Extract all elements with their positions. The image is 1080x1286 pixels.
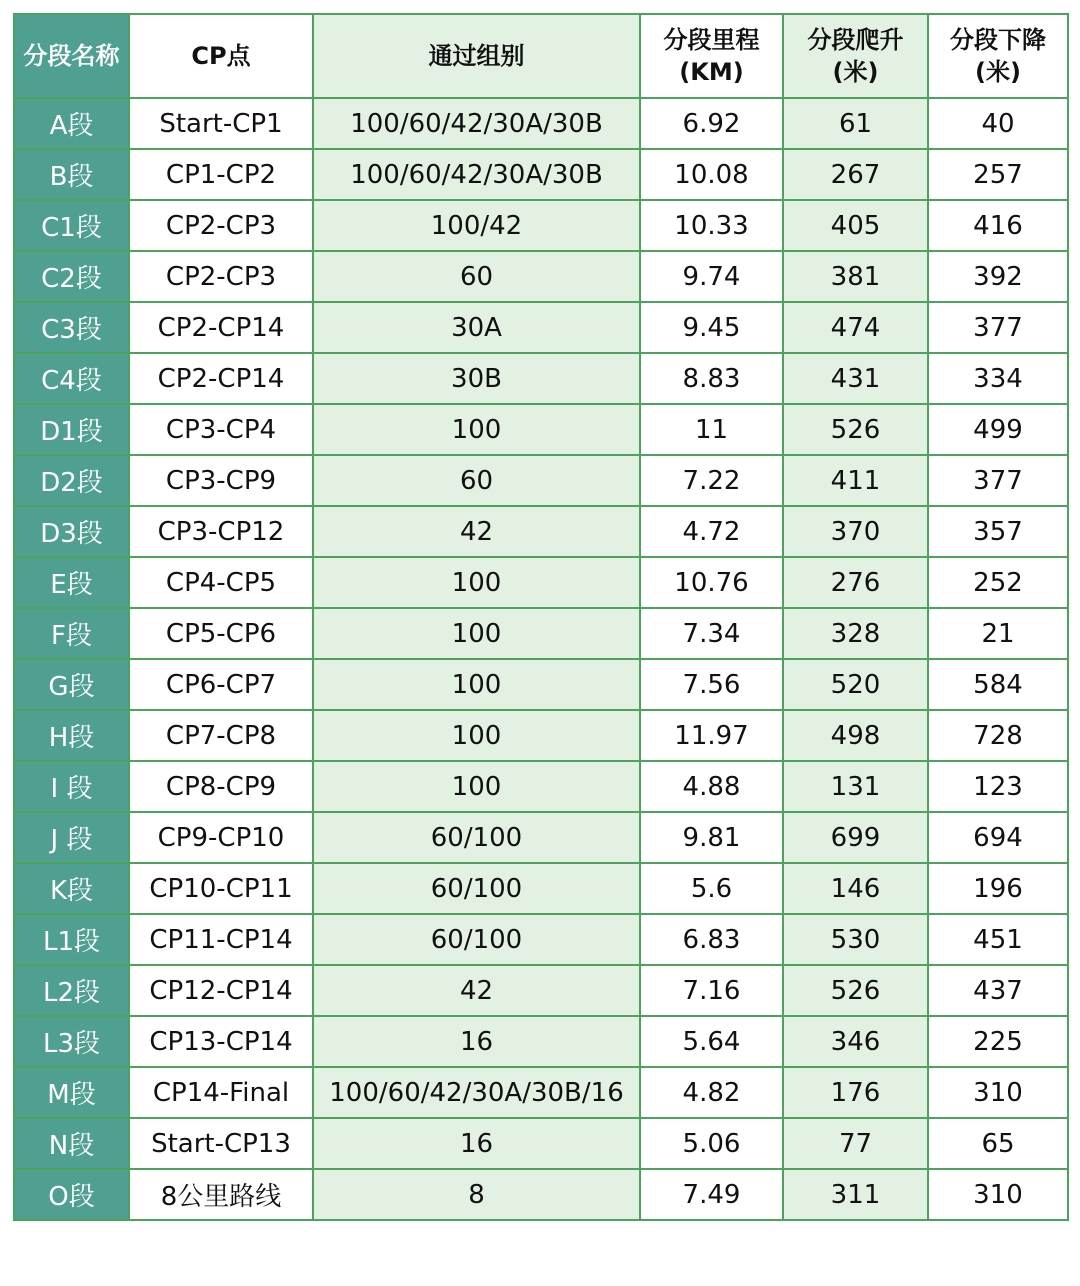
cell-descent: 377 (928, 302, 1068, 353)
cell-segment-name: K段 (14, 863, 129, 914)
cell-segment-name: L1段 (14, 914, 129, 965)
cell-descent: 196 (928, 863, 1068, 914)
cell-distance: 4.82 (640, 1067, 783, 1118)
table-row (14, 455, 1068, 506)
cell-cp: CP11-CP14 (129, 914, 313, 965)
header-distance-line2: (KM) (679, 58, 744, 86)
header-distance (640, 14, 783, 98)
cell-segment-name: E段 (14, 557, 129, 608)
cell-segment-name: J 段 (14, 812, 129, 863)
table-row (14, 965, 1068, 1016)
cell-segment-name: B段 (14, 149, 129, 200)
cell-climb: 405 (783, 200, 928, 251)
table-body (14, 98, 1068, 1220)
cell-climb: 699 (783, 812, 928, 863)
table-row (14, 302, 1068, 353)
header-cp: CP点 (129, 14, 313, 98)
cell-cp: CP4-CP5 (129, 557, 313, 608)
cell-distance: 7.49 (640, 1169, 783, 1220)
cell-descent: 257 (928, 149, 1068, 200)
cell-cp: CP14-Final (129, 1067, 313, 1118)
cell-groups: 100 (313, 761, 640, 812)
cell-segment-name: D1段 (14, 404, 129, 455)
cell-groups: 60 (313, 455, 640, 506)
cell-groups: 60/100 (313, 914, 640, 965)
table-row (14, 98, 1068, 149)
header-climb-line2: (米) (832, 58, 879, 86)
cell-climb: 77 (783, 1118, 928, 1169)
cell-groups: 8 (313, 1169, 640, 1220)
cell-segment-name: D2段 (14, 455, 129, 506)
cell-climb: 474 (783, 302, 928, 353)
header-descent-line1: 分段下降 (950, 26, 1046, 54)
cell-distance: 7.34 (640, 608, 783, 659)
cell-segment-name: O段 (14, 1169, 129, 1220)
header-descent-line2: (米) (975, 58, 1021, 86)
cell-distance: 9.74 (640, 251, 783, 302)
cell-cp: Start-CP1 (129, 98, 313, 149)
header-descent (928, 14, 1068, 98)
table-row (14, 1016, 1068, 1067)
cell-descent: 123 (928, 761, 1068, 812)
header-segment-name: 分段名称 (14, 14, 129, 98)
table-row (14, 200, 1068, 251)
cell-distance: 6.83 (640, 914, 783, 965)
cell-cp: Start-CP13 (129, 1118, 313, 1169)
table-row (14, 506, 1068, 557)
cell-descent: 252 (928, 557, 1068, 608)
cell-distance: 5.06 (640, 1118, 783, 1169)
cell-distance: 10.08 (640, 149, 783, 200)
segment-table-container (13, 13, 1067, 1221)
cell-distance: 5.64 (640, 1016, 783, 1067)
cell-descent: 499 (928, 404, 1068, 455)
cell-descent: 65 (928, 1118, 1068, 1169)
cell-segment-name: H段 (14, 710, 129, 761)
table-row (14, 251, 1068, 302)
cell-segment-name: F段 (14, 608, 129, 659)
cell-climb: 131 (783, 761, 928, 812)
table-row (14, 557, 1068, 608)
cell-descent: 225 (928, 1016, 1068, 1067)
table-row (14, 149, 1068, 200)
cell-distance: 5.6 (640, 863, 783, 914)
cell-segment-name: I 段 (14, 761, 129, 812)
cell-distance: 4.88 (640, 761, 783, 812)
cell-cp: CP13-CP14 (129, 1016, 313, 1067)
cell-descent: 728 (928, 710, 1068, 761)
cell-descent: 357 (928, 506, 1068, 557)
cell-descent: 40 (928, 98, 1068, 149)
cell-climb: 267 (783, 149, 928, 200)
cell-groups: 100 (313, 608, 640, 659)
table-row (14, 1067, 1068, 1118)
cell-cp: CP3-CP12 (129, 506, 313, 557)
header-climb (783, 14, 928, 98)
cell-climb: 498 (783, 710, 928, 761)
cell-climb: 526 (783, 965, 928, 1016)
cell-descent: 377 (928, 455, 1068, 506)
cell-distance: 11.97 (640, 710, 783, 761)
cell-groups: 100/60/42/30A/30B (313, 98, 640, 149)
cell-cp: CP3-CP4 (129, 404, 313, 455)
cell-climb: 526 (783, 404, 928, 455)
cell-segment-name: C3段 (14, 302, 129, 353)
cell-segment-name: M段 (14, 1067, 129, 1118)
cell-distance: 9.45 (640, 302, 783, 353)
table-row (14, 353, 1068, 404)
cell-distance: 10.33 (640, 200, 783, 251)
cell-segment-name: C2段 (14, 251, 129, 302)
cell-cp: CP1-CP2 (129, 149, 313, 200)
cell-cp: CP2-CP3 (129, 200, 313, 251)
cell-groups: 30B (313, 353, 640, 404)
table-row (14, 863, 1068, 914)
table-row (14, 812, 1068, 863)
cell-groups: 60/100 (313, 812, 640, 863)
cell-climb: 176 (783, 1067, 928, 1118)
cell-descent: 310 (928, 1067, 1068, 1118)
cell-groups: 100 (313, 557, 640, 608)
cell-groups: 100/60/42/30A/30B (313, 149, 640, 200)
cell-groups: 100 (313, 710, 640, 761)
cell-cp: 8公里路线 (129, 1169, 313, 1220)
cell-climb: 411 (783, 455, 928, 506)
cell-cp: CP6-CP7 (129, 659, 313, 710)
cell-groups: 100/42 (313, 200, 640, 251)
table-row (14, 1169, 1068, 1220)
cell-descent: 21 (928, 608, 1068, 659)
cell-groups: 30A (313, 302, 640, 353)
cell-descent: 334 (928, 353, 1068, 404)
cell-groups: 100/60/42/30A/30B/16 (313, 1067, 640, 1118)
cell-climb: 530 (783, 914, 928, 965)
cell-descent: 694 (928, 812, 1068, 863)
cell-cp: CP5-CP6 (129, 608, 313, 659)
cell-climb: 520 (783, 659, 928, 710)
header-climb-line1: 分段爬升 (807, 26, 904, 54)
cell-descent: 416 (928, 200, 1068, 251)
table-row (14, 608, 1068, 659)
cell-distance: 6.92 (640, 98, 783, 149)
cell-climb: 146 (783, 863, 928, 914)
cell-cp: CP12-CP14 (129, 965, 313, 1016)
cell-groups: 100 (313, 404, 640, 455)
cell-cp: CP9-CP10 (129, 812, 313, 863)
segment-table (13, 13, 1069, 1221)
table-row (14, 1118, 1068, 1169)
cell-climb: 311 (783, 1169, 928, 1220)
cell-segment-name: C4段 (14, 353, 129, 404)
table-row (14, 659, 1068, 710)
cell-distance: 10.76 (640, 557, 783, 608)
cell-climb: 370 (783, 506, 928, 557)
table-row (14, 914, 1068, 965)
cell-distance: 7.22 (640, 455, 783, 506)
cell-segment-name: L2段 (14, 965, 129, 1016)
cell-segment-name: L3段 (14, 1016, 129, 1067)
cell-climb: 431 (783, 353, 928, 404)
cell-segment-name: N段 (14, 1118, 129, 1169)
cell-segment-name: D3段 (14, 506, 129, 557)
table-row (14, 710, 1068, 761)
cell-groups: 16 (313, 1118, 640, 1169)
cell-cp: CP7-CP8 (129, 710, 313, 761)
cell-distance: 7.56 (640, 659, 783, 710)
cell-cp: CP2-CP14 (129, 353, 313, 404)
table-row (14, 404, 1068, 455)
table-header-row (14, 14, 1068, 98)
cell-groups: 42 (313, 506, 640, 557)
cell-groups: 60/100 (313, 863, 640, 914)
cell-descent: 310 (928, 1169, 1068, 1220)
cell-distance: 9.81 (640, 812, 783, 863)
cell-climb: 381 (783, 251, 928, 302)
cell-groups: 100 (313, 659, 640, 710)
cell-distance: 7.16 (640, 965, 783, 1016)
cell-distance: 4.72 (640, 506, 783, 557)
cell-distance: 8.83 (640, 353, 783, 404)
cell-cp: CP3-CP9 (129, 455, 313, 506)
cell-climb: 276 (783, 557, 928, 608)
cell-groups: 60 (313, 251, 640, 302)
cell-climb: 346 (783, 1016, 928, 1067)
table-row (14, 761, 1068, 812)
cell-descent: 451 (928, 914, 1068, 965)
cell-segment-name: A段 (14, 98, 129, 149)
cell-cp: CP2-CP14 (129, 302, 313, 353)
cell-descent: 437 (928, 965, 1068, 1016)
cell-climb: 61 (783, 98, 928, 149)
cell-groups: 16 (313, 1016, 640, 1067)
cell-descent: 584 (928, 659, 1068, 710)
cell-distance: 11 (640, 404, 783, 455)
header-distance-line1: 分段里程 (663, 26, 760, 54)
cell-cp: CP10-CP11 (129, 863, 313, 914)
cell-segment-name: C1段 (14, 200, 129, 251)
cell-descent: 392 (928, 251, 1068, 302)
cell-cp: CP8-CP9 (129, 761, 313, 812)
cell-climb: 328 (783, 608, 928, 659)
cell-groups: 42 (313, 965, 640, 1016)
cell-segment-name: G段 (14, 659, 129, 710)
header-groups: 通过组别 (313, 14, 640, 98)
cell-cp: CP2-CP3 (129, 251, 313, 302)
